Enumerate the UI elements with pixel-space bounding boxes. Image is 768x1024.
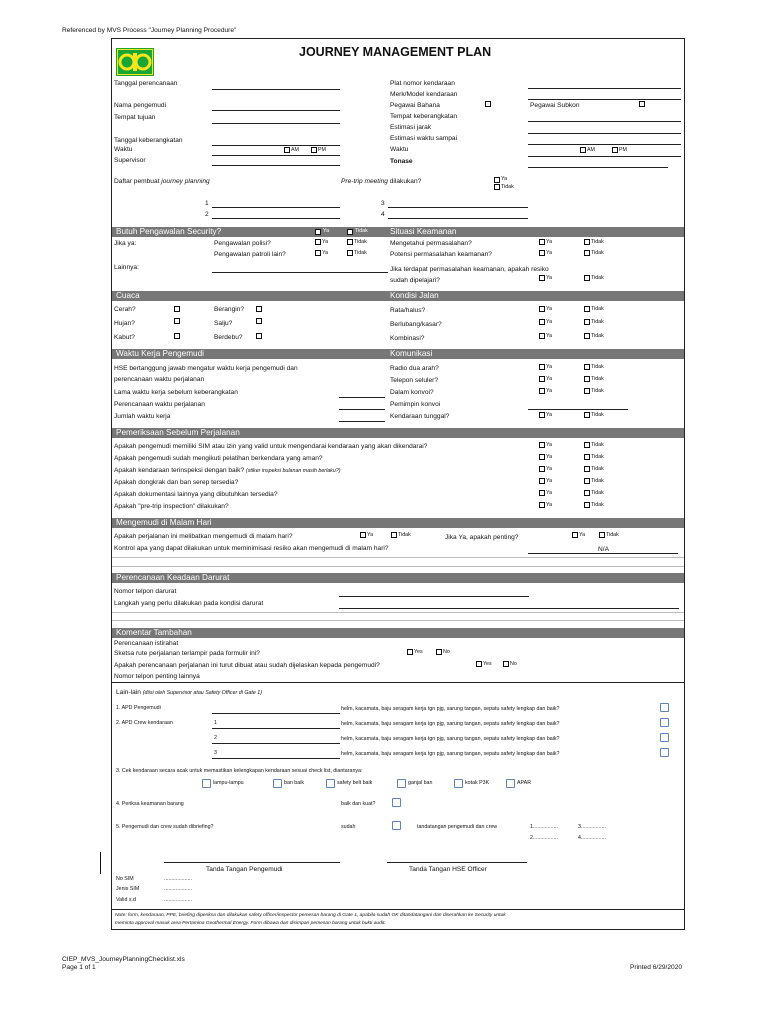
checkbox-tidak[interactable] [584, 442, 590, 448]
checkbox-ya[interactable] [360, 532, 366, 538]
pegawai-subkon-checkbox[interactable] [639, 101, 645, 107]
field-label: Tempat tujuan [114, 114, 156, 121]
checkbox-ya[interactable] [539, 388, 545, 394]
checkbox-tidak[interactable] [584, 502, 590, 508]
security-tidak-checkbox[interactable] [347, 229, 353, 235]
checkbox-ya[interactable] [539, 239, 545, 245]
checkbox-tidak[interactable] [584, 412, 590, 418]
checkbox-tidak[interactable] [584, 388, 590, 394]
top-note: Referenced by MVS Process "Journey Planning Procedure" [62, 27, 237, 34]
field-label: Waktu [114, 146, 133, 153]
checkbox-ya[interactable] [539, 502, 545, 508]
pretrip-ya-checkbox[interactable] [494, 177, 500, 183]
checkbox-ya[interactable] [539, 466, 545, 472]
checkbox-ya[interactable] [539, 454, 545, 460]
checkbox-yes[interactable] [407, 649, 413, 655]
checkbox-ya[interactable] [539, 250, 545, 256]
section-header-pemeriksaan: Pemeriksaan Sebelum Perjalanan [112, 428, 684, 438]
field-label: Tanggal perencanaan [114, 80, 178, 87]
am-checkbox[interactable] [284, 147, 290, 153]
checkbox-yes[interactable] [476, 661, 482, 667]
briefing-checkbox[interactable] [392, 821, 401, 830]
checkbox-tidak[interactable] [584, 376, 590, 382]
checkbox-tidak[interactable] [584, 319, 590, 325]
page-title: JOURNEY MANAGEMENT PLAN [299, 45, 492, 59]
am-checkbox-2[interactable] [580, 147, 586, 153]
margin-mark [100, 852, 101, 874]
cek-lampu-checkbox[interactable] [202, 779, 211, 788]
checkbox-tidak[interactable] [584, 239, 590, 245]
section-header-security: Butuh Pengawalan Security? Ya Tidak Situasi Keamanan [112, 227, 684, 237]
checkbox-ya[interactable] [539, 478, 545, 484]
checkbox[interactable] [256, 318, 262, 324]
checkbox-tidak[interactable] [584, 490, 590, 496]
apd-checkbox[interactable] [660, 748, 669, 757]
security-ya-checkbox[interactable] [315, 229, 321, 235]
checkbox-ya[interactable] [539, 306, 545, 312]
section-header-waktu-kerja: Waktu Kerja Pengemudi Komunikasi [112, 349, 684, 359]
checkbox-tidak[interactable] [584, 466, 590, 472]
checkbox-ya[interactable] [539, 333, 545, 339]
checkbox-ya[interactable] [539, 319, 545, 325]
checkbox-tidak[interactable] [599, 532, 605, 538]
checkbox[interactable] [174, 333, 180, 339]
pegawai-bahana-checkbox[interactable] [485, 101, 491, 107]
checkbox-tidak[interactable] [391, 532, 397, 538]
checkbox[interactable] [256, 333, 262, 339]
checkbox-tidak[interactable] [584, 454, 590, 460]
apd-checkbox[interactable] [660, 718, 669, 727]
checkbox-tidak[interactable] [347, 239, 353, 245]
checkbox-tidak[interactable] [584, 478, 590, 484]
checkbox-ya[interactable] [572, 532, 578, 538]
checkbox-tidak[interactable] [584, 275, 590, 281]
cek-apar-checkbox[interactable] [506, 779, 515, 788]
field-label: Supervisor [114, 157, 146, 164]
checkbox-tidak[interactable] [584, 306, 590, 312]
checkbox-ya[interactable] [539, 442, 545, 448]
cek-safetybelt-checkbox[interactable] [326, 779, 335, 788]
section-header-cuaca: Cuaca Kondisi Jalan [112, 291, 684, 301]
checkbox-tidak[interactable] [584, 250, 590, 256]
checkbox-tidak[interactable] [584, 364, 590, 370]
checkbox[interactable] [256, 306, 262, 312]
pm-checkbox-2[interactable] [612, 147, 618, 153]
checkbox-ya[interactable] [315, 250, 321, 256]
checkbox-ya[interactable] [539, 364, 545, 370]
apd-checkbox[interactable] [660, 703, 669, 712]
checkbox-ya[interactable] [539, 412, 545, 418]
periksa-checkbox[interactable] [392, 798, 401, 807]
checkbox[interactable] [174, 318, 180, 324]
checkbox-no[interactable] [503, 661, 509, 667]
checkbox-ya[interactable] [539, 376, 545, 382]
checkbox-ya[interactable] [539, 275, 545, 281]
field-label: Nama pengemudi [114, 102, 167, 109]
cek-p3k-checkbox[interactable] [454, 779, 463, 788]
section-header-darurat: Perencanaan Keadaan Darurat [112, 573, 684, 583]
checkbox-no[interactable] [436, 649, 442, 655]
pm-checkbox[interactable] [311, 147, 317, 153]
cek-ban-checkbox[interactable] [273, 779, 282, 788]
cek-ganjal-checkbox[interactable] [397, 779, 406, 788]
checkbox-tidak[interactable] [347, 250, 353, 256]
checkbox-tidak[interactable] [584, 333, 590, 339]
checkbox-ya[interactable] [539, 490, 545, 496]
pretrip-tidak-checkbox[interactable] [494, 184, 500, 190]
section-header-malam: Mengemudi di Malam Hari [112, 518, 684, 528]
field-label: Tanggal keberangkatan [114, 137, 183, 144]
checkbox-ya[interactable] [315, 239, 321, 245]
checkbox[interactable] [174, 306, 180, 312]
apd-checkbox[interactable] [660, 733, 669, 742]
section-header-komentar: Komentar Tambahan [112, 628, 684, 638]
company-logo-icon [116, 48, 154, 76]
